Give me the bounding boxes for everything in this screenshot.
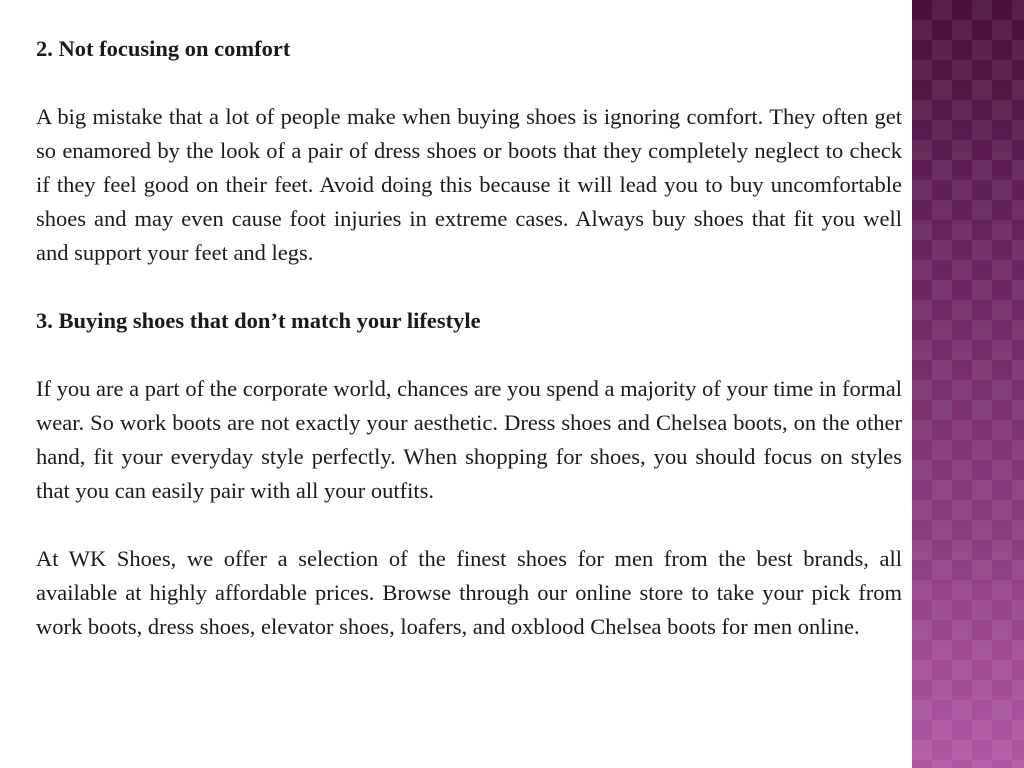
section-paragraph-lifestyle: If you are a part of the corporate world, chances are you spend a majority of your time in formal wear. So work boots are not exactly your aesthetic. Dress shoes and Chelsea boots, on the other hand, fit your everyday style perfectly. When shopping for shoes, you should focus on styles that you can easily pair with all your outfits.: [36, 376, 902, 503]
section-heading-comfort: 2. Not focusing on comfort: [36, 36, 291, 61]
section-heading-lifestyle: 3. Buying shoes that don’t match your lifestyle: [36, 308, 481, 333]
section-paragraph-comfort: A big mistake that a lot of people make when buying shoes is ignoring comfort. They often get so enamored by the look of a pair of dress shoes or boots that they completely neglect to check if they feel good on their feet. Avoid doing this because it will lead you to buy uncomfortable shoes and may even cause foot injuries in extreme cases. Always buy shoes that fit you well and support your feet and legs.: [36, 104, 902, 265]
slide-body: [36, 32, 902, 644]
closing-paragraph: At WK Shoes, we offer a selection of the finest shoes for men from the best brands, all available at highly affordable prices. Browse through our online store to take your pick from work boots, dress shoes, elevator shoes, loafers, and oxblood Chelsea boots for men online.: [36, 546, 902, 639]
decorative-sidebar: [912, 0, 1024, 768]
